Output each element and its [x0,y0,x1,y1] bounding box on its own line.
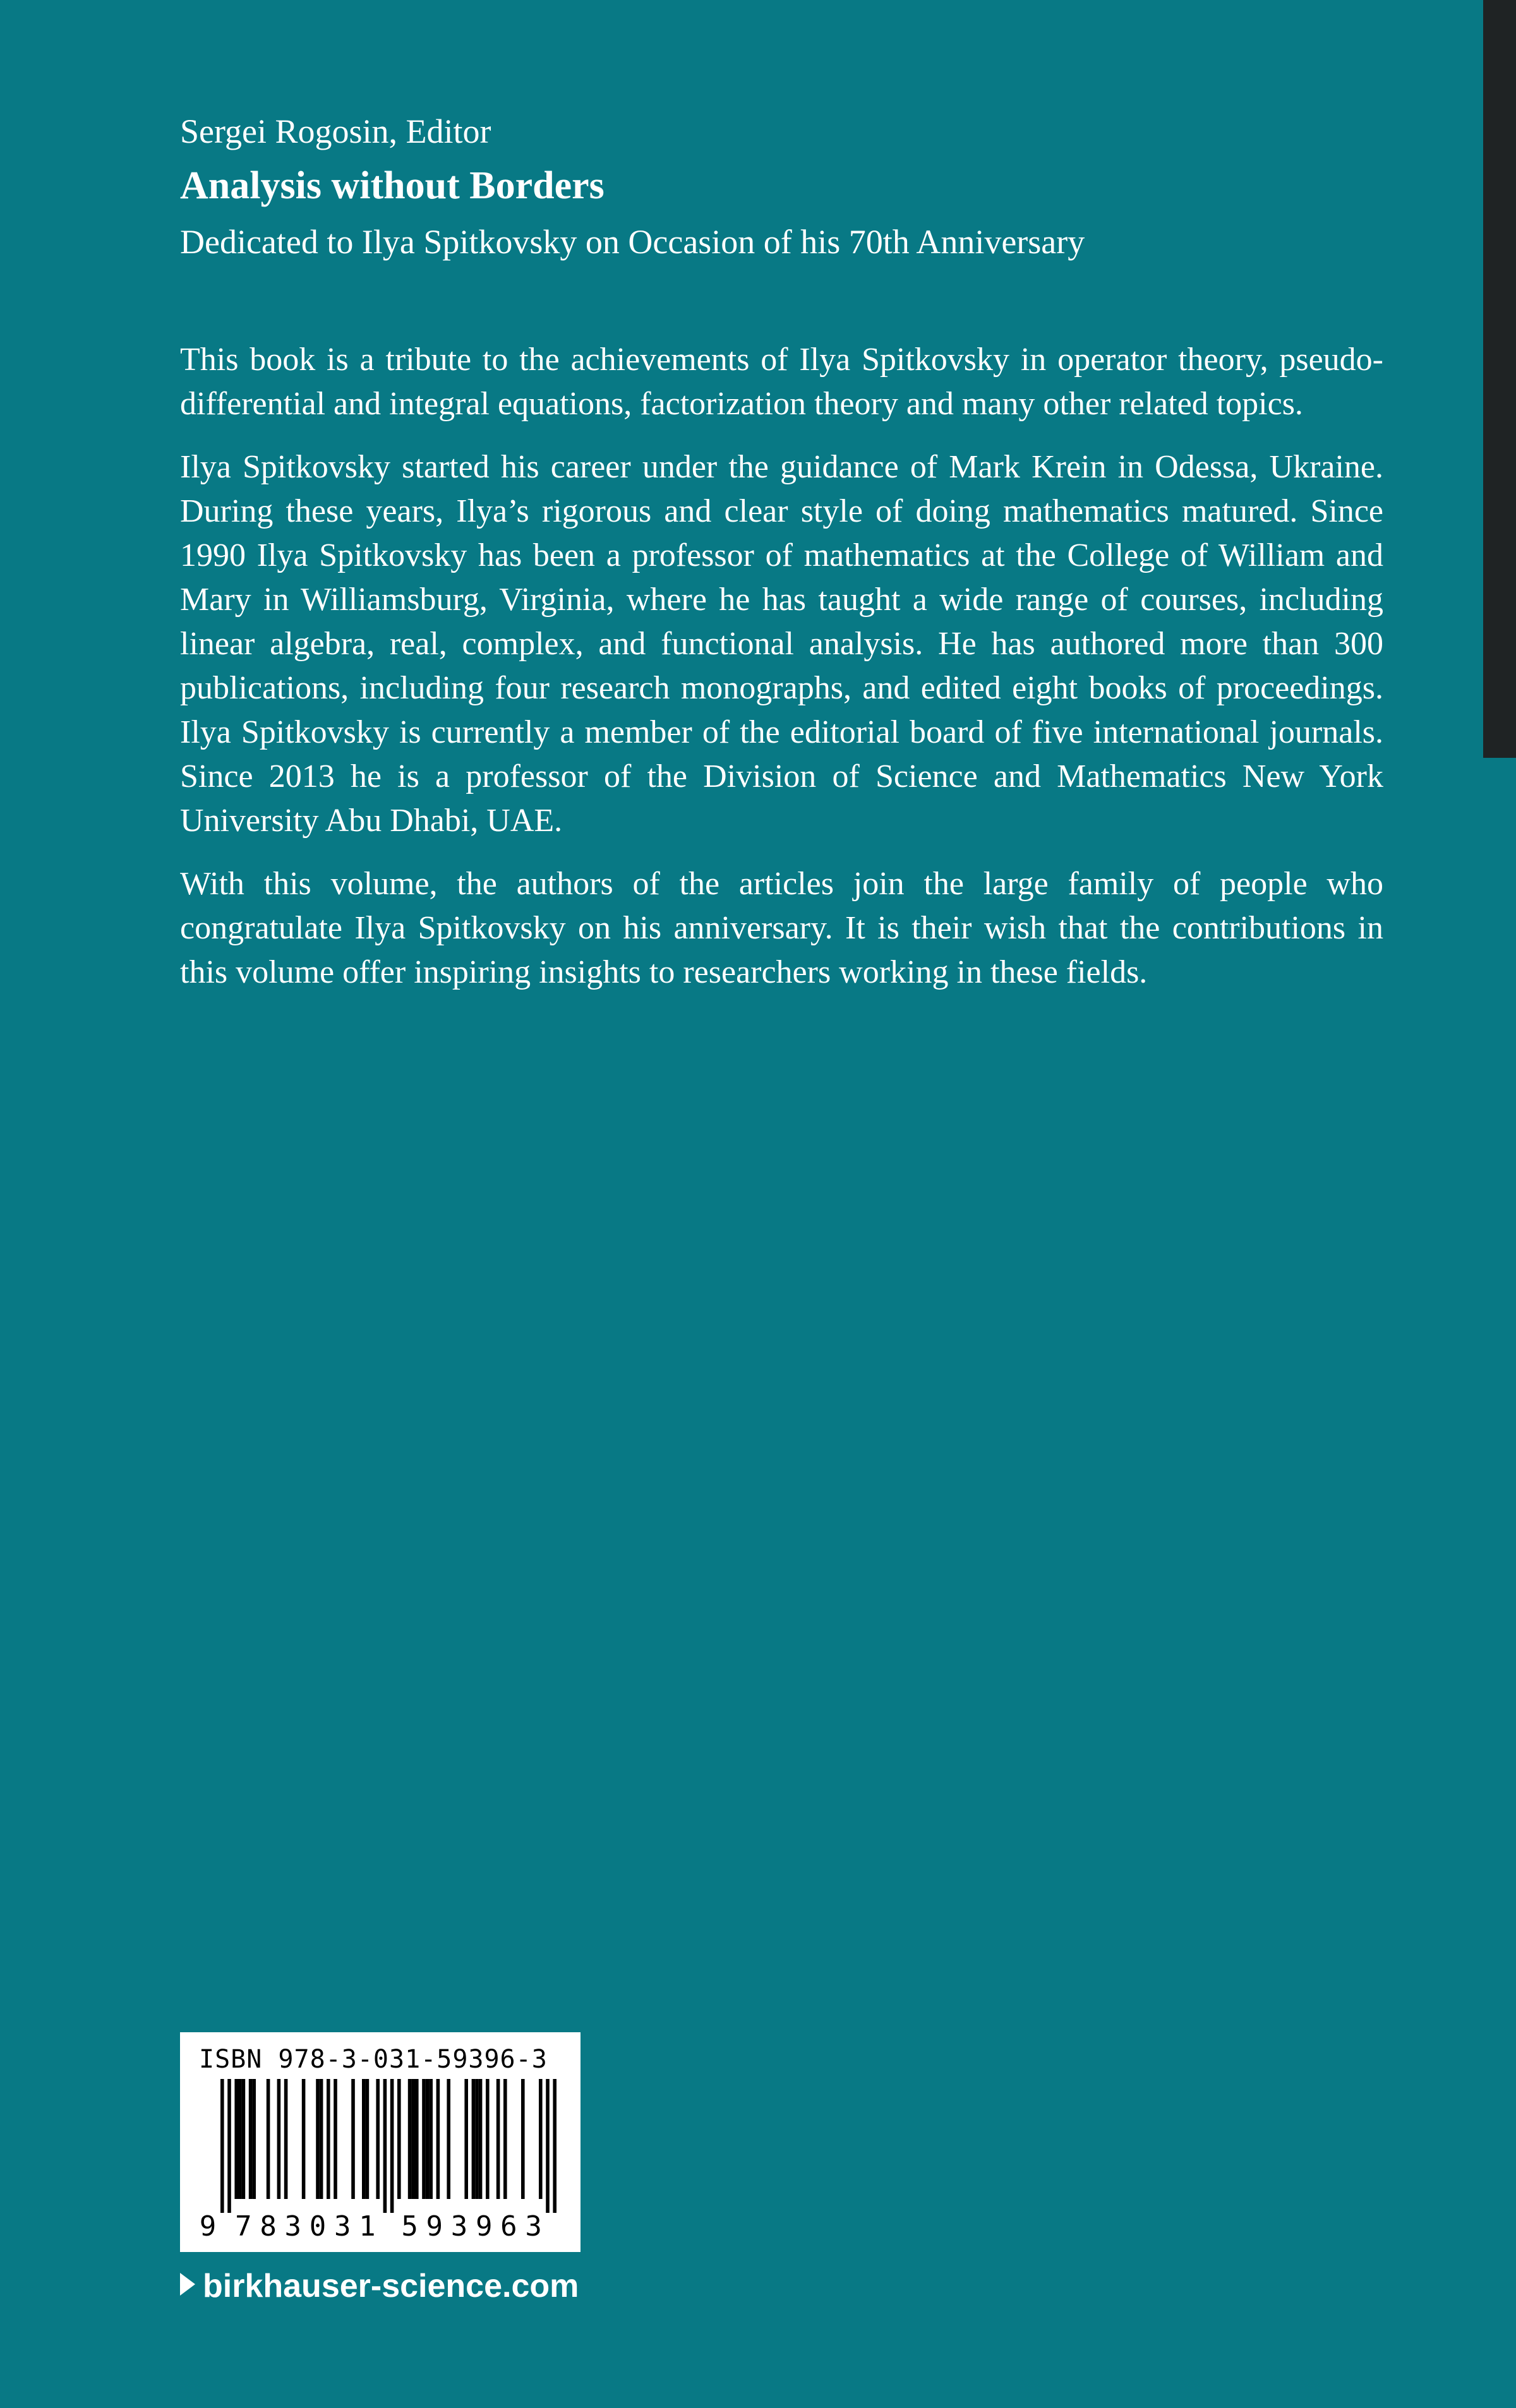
barcode-digit: 0 [309,2210,327,2239]
barcode-bar [464,2079,468,2199]
publisher-link[interactable] [180,2266,579,2306]
barcode-bar [486,2079,490,2199]
barcode-digit: 3 [284,2210,302,2239]
barcode-bar [320,2079,323,2199]
barcode-bar [252,2079,256,2199]
barcode-digit: 5 [401,2210,418,2239]
barcode-bar [334,2079,337,2199]
barcode-bar [327,2079,330,2199]
barcode-bar [426,2079,430,2199]
barcode-bars [198,2079,564,2239]
book-title: Analysis without Borders [180,164,605,207]
barcode-bar [429,2079,433,2199]
isbn-barcode [180,2032,581,2252]
barcode-bar [390,2079,394,2213]
barcode-digit: 3 [334,2210,351,2239]
cover-header [180,106,1380,269]
blurb-text [180,338,1383,1014]
barcode-bar [302,2079,306,2199]
blurb-paragraph-1: This book is a tribute to the achievements of Ilya Spitkovsky in operator theory, pseudo-differential and integral equations, factorization theory and many other related topics. [180,342,1383,422]
publisher-url: birkhauser-science.com [203,2268,579,2304]
barcode-bar [351,2079,355,2199]
book-subtitle: Dedicated to Ilya Spitkovsky on Occasion of his 70th Anniversary [180,223,1085,261]
barcode-digit: 9 [199,2210,217,2239]
barcode-bar [539,2079,543,2199]
barcode-bar [227,2079,231,2213]
barcode-bar [436,2079,440,2199]
isbn-label: ISBN 978-3-031-59396-3 [199,2045,548,2074]
barcode-digit: 1 [359,2210,376,2239]
barcode-bar [475,2079,479,2199]
barcode-bar [411,2079,415,2199]
barcode-bar [472,2079,476,2199]
barcode-bar [234,2079,238,2199]
barcode-bar [479,2079,483,2199]
spine-edge-strip [1483,0,1516,758]
barcode-bar [408,2079,412,2199]
barcode-bar [249,2079,253,2199]
barcode-bar [277,2079,281,2199]
barcode-digit: 9 [475,2210,493,2239]
barcode-digit: 8 [260,2210,277,2239]
barcode-bar [220,2079,224,2213]
barcode-bar [447,2079,450,2199]
editor-line: Sergei Rogosin, Editor [180,112,491,150]
barcode-bar [238,2079,242,2199]
barcode-bar [397,2079,401,2199]
barcode-bar [546,2079,550,2213]
barcode-bar [284,2079,288,2199]
blurb-paragraph-3: With this volume, the authors of the articles join the large family of people who congratulate Ilya Spitkovsky on his anniversary. It is their wish that the contributions in this volume offer inspiring insights to researchers working in these fields. [180,866,1383,990]
barcode-bar [521,2079,525,2199]
barcode-bar [376,2079,380,2199]
barcode-bar [362,2079,366,2199]
barcode-digit: 3 [450,2210,468,2239]
barcode-bar [267,2079,270,2199]
blurb-paragraph-2: Ilya Spitkovsky started his career under the guidance of Mark Krein in Odessa, Ukraine. During these years, Ilya’s rigorous and clear style of doing mathematics matured. Since 1990 Ilya Spitkovsky has been a professor of mathematics at the College of William and Mary in Williamsburg, Virginia, where he has taught a wide range of courses, including linear algebra, real, complex, and functional analysis. He has authored more than 300 publications, including four research monographs, and edited eight books of proceedings. Ilya Spitkovsky is currently a member of the editorial board of five international journals. Since 2013 he is a professor of the Division of Science and Mathematics New York University Abu Dhabi, UAE. [180,449,1383,839]
barcode-bar [242,2079,246,2199]
barcode-bar [496,2079,500,2199]
barcode-bar [316,2079,320,2199]
barcode-bar [553,2079,556,2213]
barcode-digit: 7 [235,2210,252,2239]
barcode-bar [503,2079,507,2199]
arrow-right-icon [180,2273,195,2296]
barcode-bar [383,2079,387,2213]
barcode-bar [366,2079,370,2199]
barcode-bar [415,2079,419,2199]
barcode-digit: 6 [500,2210,517,2239]
barcode-digit: 3 [525,2210,542,2239]
barcode-digit: 9 [426,2210,443,2239]
barcode-bar [422,2079,426,2199]
